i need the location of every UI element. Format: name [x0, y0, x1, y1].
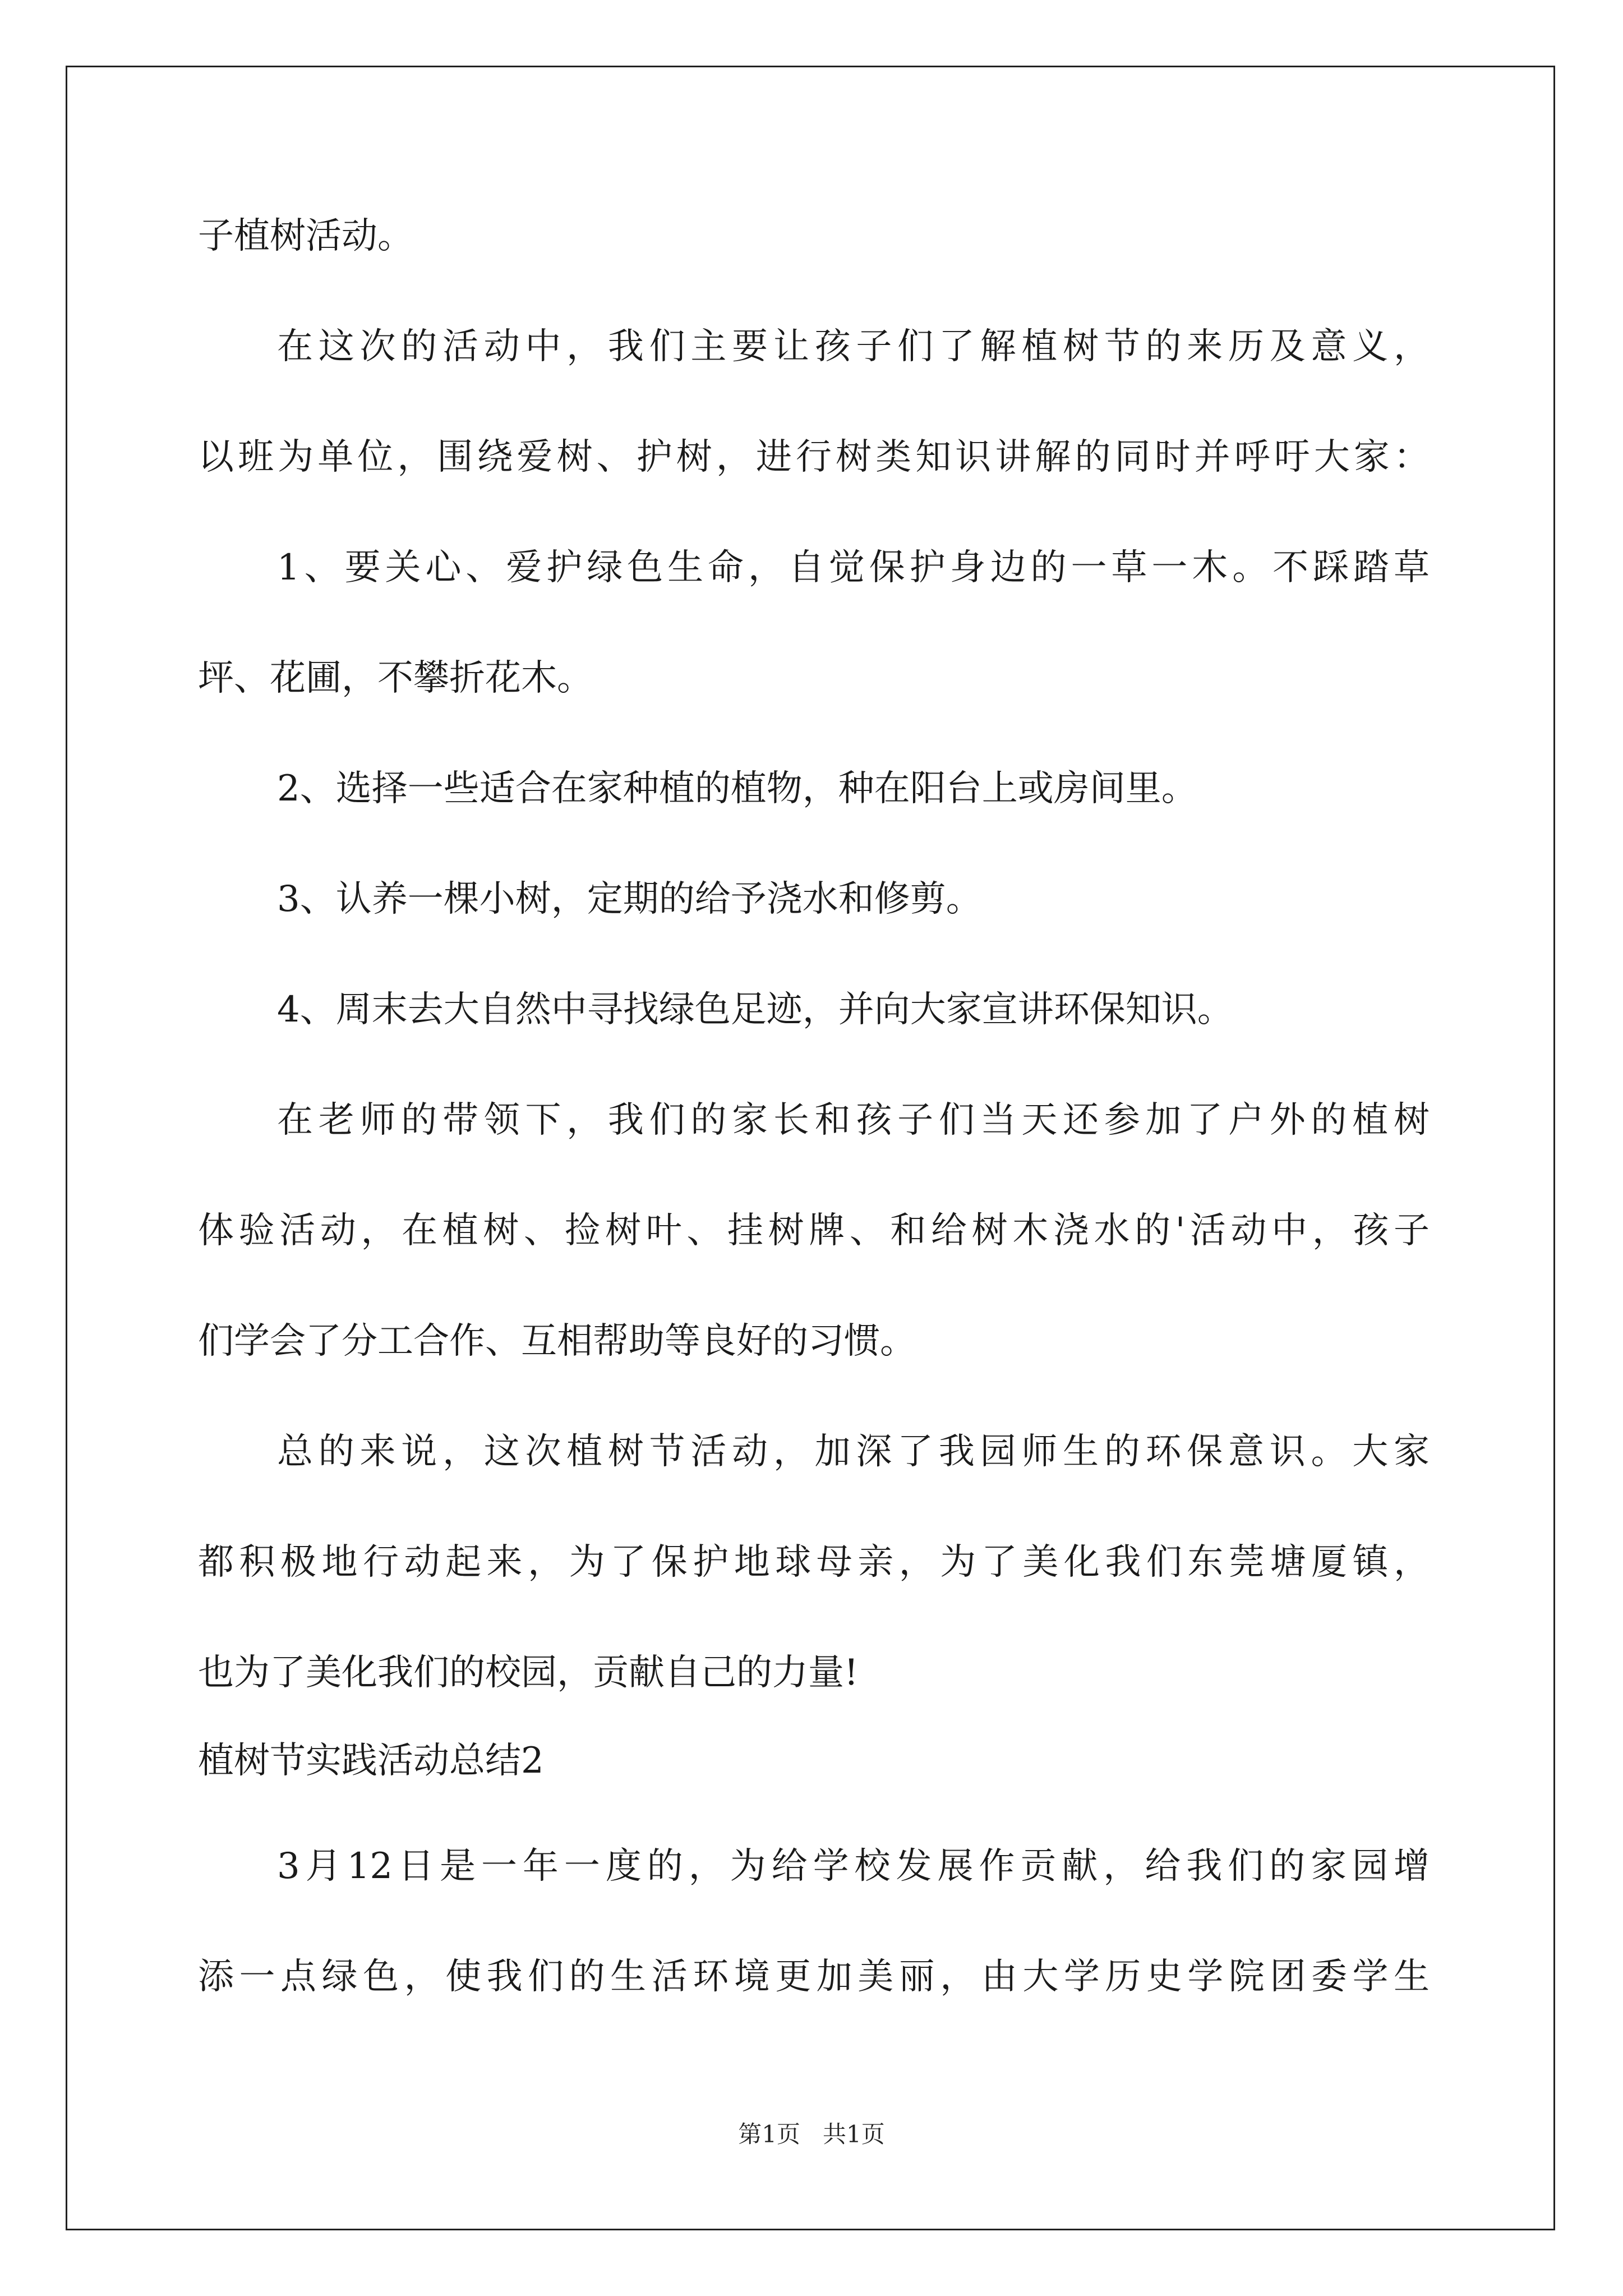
- list-item-3: 3、认养一棵小树，定期的给予浇水和修剪。: [277, 878, 982, 920]
- paragraph-line: 都积极地行动起来，为了保护地球母亲，为了美化我们东莞塘厦镇，: [198, 1542, 1430, 1583]
- list-item-2: 2、选择一些适合在家种植的植物，种在阳台上或房间里。: [277, 768, 1197, 809]
- list-item-4: 4、周末去大自然中寻找绿色足迹，并向大家宣讲环保知识。: [277, 989, 1233, 1030]
- paragraph-line: 添一点绿色，使我们的生活环境更加美丽，由大学历史学院团委学生: [198, 1956, 1430, 1998]
- list-item-1-line: 1、要关心、爱护绿色生命，自觉保护身边的一草一木。不踩踏草: [277, 547, 1430, 588]
- paragraph-line: 3月12日是一年一度的，为给学校发展作贡献，给我们的家园增: [277, 1846, 1430, 1887]
- page-footer: [0, 2118, 1623, 2151]
- paragraph-line: 在这次的活动中，我们主要让孩子们了解植树节的来历及意义，: [277, 326, 1430, 367]
- page-total: 共1页: [823, 2120, 885, 2148]
- paragraph-line: 总的来说，这次植树节活动，加深了我园师生的环保意识。大家: [277, 1431, 1430, 1473]
- paragraph-line: 体验活动，在植树、捡树叶、挂树牌、和给树木浇水的'活动中，孩子: [198, 1210, 1430, 1251]
- list-item-1-line: 坪、花圃，不攀折花木。: [198, 657, 593, 699]
- paragraph-line: 也为了美化我们的校园，贡献自己的力量!: [198, 1652, 859, 1694]
- paragraph-line: 在老师的带领下，我们的家长和孩子们当天还参加了户外的植树: [277, 1099, 1430, 1141]
- section-heading: 植树节实践活动总结2: [198, 1740, 544, 1782]
- paragraph-line: 们学会了分工合作、互相帮助等良好的习惯。: [198, 1320, 916, 1362]
- paragraph-line: 子植树活动。: [198, 215, 413, 257]
- page-number: 第1页: [738, 2120, 800, 2148]
- paragraph-line: 以班为单位，围绕爱树、护树，进行树类知识讲解的同时并呼吁大家：: [198, 436, 1430, 478]
